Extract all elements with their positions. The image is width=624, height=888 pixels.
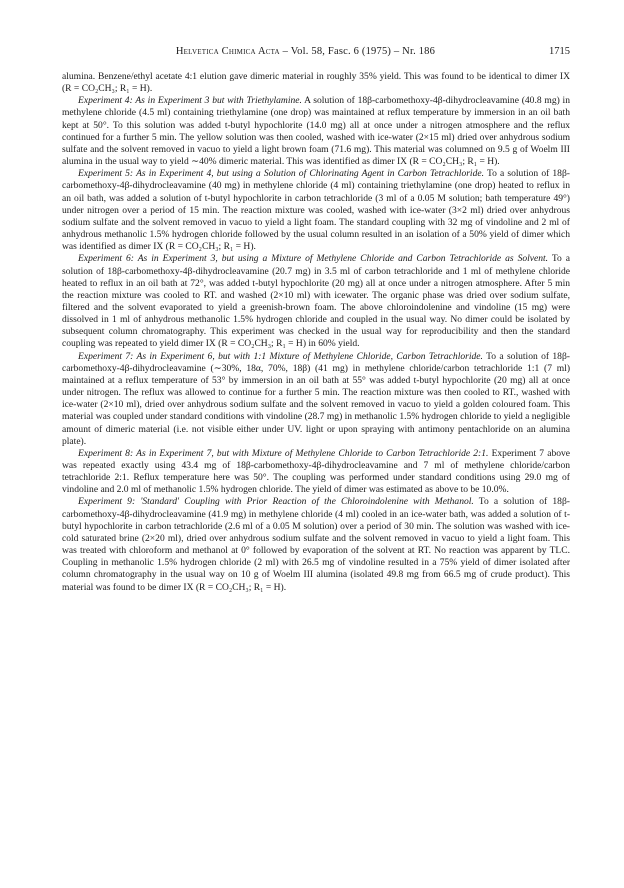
journal-title: Helvetica Chimica Acta xyxy=(175,46,280,57)
paragraph-text: To a solution of 18β-carbomethoxy-4β-dihydrocleavamine (41.9 mg) in methylene chloride (4 ml) cooled in an ice-water bath, was added a solution of t-butyl hypochlorite in carbon tetrachloride (2.6 ml of a 0.05 M solution) over a period of 30 min. The solution was washed with ice-cold saturated brine (2×20 ml), dried over anhydrous sodium sulfate and the solvent removed in vacuo to yield a light foam. This was treated with chloroform and methanol at 0° followed by evaporation of the solvent at RT. No reaction was apparent by TLC. Coupling in methanolic 1.5% hydrogen chloride (2 ml) with 26.5 mg of vindoline resulted in a 75% yield of dimer isolated after column chromatography in the usual way on 10 g of Woelm III alumina (isolated 49.8 mg from 66.5 mg of crude product). This material was found to be dimer IX (R = CO₂CH₃; R₁ = H). xyxy=(62,496,570,593)
paragraph-text: alumina. Benzene/ethyl acetate 4:1 elution gave dimeric material in roughly 35% yield. This was found to be identical to dimer IX (R = CO₂CH₃; R₁ = H). xyxy=(62,71,570,95)
paragraph-text: To a solution of 18β-carbomethoxy-4β-dihydrocleavamine (20.7 mg) in 3.5 ml of carbon tetrachloride and 1 ml of methylene chloride heated to reflux in an oil bath at 72°, was added t-butyl hypochlorite (20 mg) all at once under a nitrogen atmosphere. After 5 min the reaction mixture was cooled to RT. and washed (2×10 ml) with icewater. The organic phase was dried over sodium sulfate, filtered and the solvent evaporated to yield a greenish-brown foam. The above chloroindolenine and vindoline (15 mg) were dissolved in 1 ml of anhydrous methanolic 1.5% hydrogen chloride and coupled in the usual way. No dimer could be isolated by subsequent column chromatography. This experiment was checked in the usual way for reproducibility and then the standard coupling was repeated to yield dimer IX (R = CO₂CH₃; R₁ = H) in 60% yield. xyxy=(62,253,571,350)
journal-page xyxy=(62,46,570,594)
paragraph-experiment-6 xyxy=(62,253,570,350)
paragraph-experiment-5 xyxy=(62,168,570,253)
paragraph-continuation xyxy=(62,71,570,95)
paragraph-experiment-9 xyxy=(62,496,570,593)
paragraph-text: Experiment 7 above was repeated exactly using 43.4 mg of 18β-carbomethoxy-4β-dihydrocleavamine and 7 ml of methylene chloride/carbon tetrachloride 2:1. Reflux temperature here was 50°. The coupling was performed under standard conditions using 29.0 mg of vindoline and 2.0 ml of methanolic 1.5% hydrogen chloride. The yield of dimer was estimated as above to be 10.0%. xyxy=(62,447,570,496)
running-header xyxy=(62,46,570,57)
paragraph-heading: Experiment 9: 'Standard' Coupling with Prior Reaction of the Chloroindolenine with Methanol. xyxy=(78,496,474,508)
paragraph-experiment-4 xyxy=(62,95,570,168)
paragraph-experiment-7 xyxy=(62,351,570,448)
page-number: 1715 xyxy=(549,46,570,57)
paragraph-heading: Experiment 6: As in Experiment 3, but using a Mixture of Methylene Chloride and Carbon Tetrachloride as Solvent. xyxy=(78,253,549,265)
volume-info: – Vol. 58, Fasc. 6 (1975) – Nr. 186 xyxy=(282,46,436,57)
paragraph-text: To a solution of 18β-carbomethoxy-4β-dihydrocleavamine (∼30%, 18α, 70%, 18β) (41 mg) in methylene chloride/carbon tetrachloride 1:1 (7 ml) maintained at a reflux temperature of 53° by immersion in an oil bath at 55° was added t-butyl hypochlorite (20 mg) all at once under nitrogen. The reflux was allowed to continue for a further 5 min. The reaction mixture was then cooled to RT., washed with ice-water (2×10 ml), dried over anhydrous sodium sulfate and the solvent removed in vacuo to yield a golden coloured foam. This material was coupled under standard conditions with vindoline (28.7 mg) in methanolic 1.5% hydrogen chloride to yield a negligible amount of dimeric material (i.e. not visible either under UV. light or upon spraying with antimony pentachloride on an alumina plate). xyxy=(62,350,570,447)
paragraph-heading: Experiment 5: As in Experiment 4, but using a Solution of Chlorinating Agent in Carbon Tetrachloride. xyxy=(78,168,484,180)
paragraph-text: To a solution of 18β-carbomethoxy-4β-dihydrocleavamine (40 mg) in methylene chloride (4 ml) containing triethylamine (one drop) heated to reflux in an oil bath, was added a solution of t-butyl hypochlorite in carbon tetrachloride (3 ml of a 0.05 M solution; bath temperature 49°) under nitrogen over a period of 15 min. The reaction mixture was cooled, washed with ice-water (3×2 ml) dried over anhydrous sodium sulfate and the solvent removed in vacuo to yield a light foam. The standard coupling with 32 mg of vindoline and 2 ml of anhydrous methanolic 1.5% hydrogen chloride followed by the usual column resulted in an isolation of a 50% yield of dimer which was identified as dimer IX (R = CO₂CH₃; R₁ = H). xyxy=(62,168,570,253)
paragraph-experiment-8 xyxy=(62,448,570,497)
paragraph-text: A solution of 18β-carbomethoxy-4β-dihydrocleavamine (40.8 mg) in methylene chloride (4.5 ml) containing triethylamine (one drop) was maintained at reflux temperature by immersion in an oil bath kept at 50°. To this solution was added t-butyl hypochlorite (14.0 mg) all at once under a nitrogen atmosphere and the reflux continued for a further 5 min. The yellow solution was then cooled, washed with ice-water (2×15 ml) dried over anhydrous sodium sulfate and the solvent removed in vacuo to yield a light brown foam (71.6 mg). This material was columned on 9.5 g of Woelm III alumina in the usual way to yield ∼40% dimeric material. This was identified as dimer IX (R = CO₂CH₃; R₁ = H). xyxy=(62,95,570,168)
paragraph-heading: Experiment 4: As in Experiment 3 but with Triethylamine. xyxy=(78,95,302,107)
article-body xyxy=(62,71,570,594)
journal-citation xyxy=(62,46,549,57)
paragraph-heading: Experiment 8: As in Experiment 7, but with Mixture of Methylene Chloride to Carbon Tetrachloride 2:1. xyxy=(78,447,489,459)
paragraph-heading: Experiment 7: As in Experiment 6, but with 1:1 Mixture of Methylene Chloride, Carbon Tetrachloride. xyxy=(78,350,483,362)
